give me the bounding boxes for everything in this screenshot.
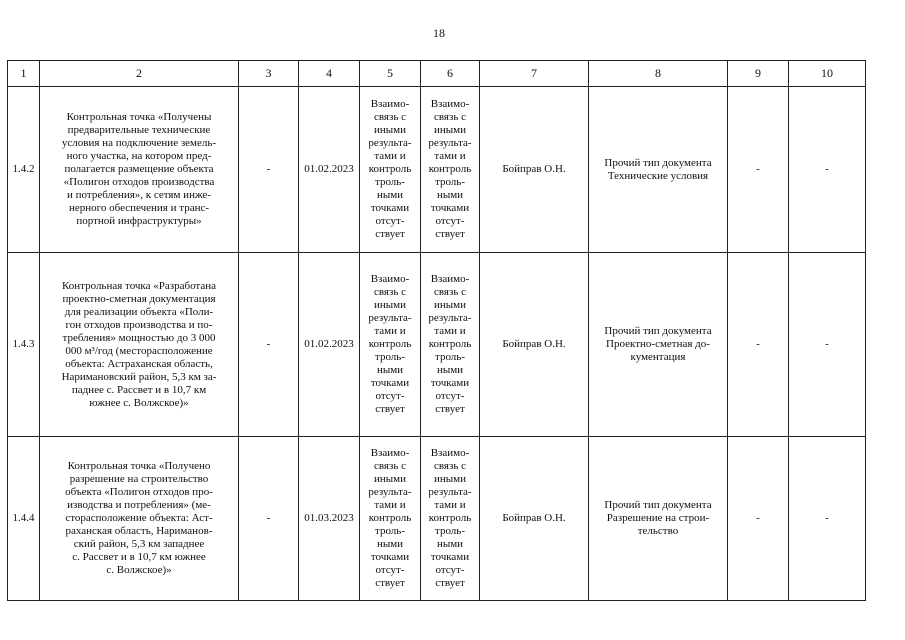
text-line: отсут-	[375, 215, 405, 227]
col3-value: -	[239, 87, 299, 253]
text-line: с. Рассвет и в 10,7 км южнее	[72, 551, 206, 563]
col9-value: -	[728, 87, 789, 253]
relation-control-points-cell	[421, 253, 480, 437]
relation-results-cell	[360, 437, 421, 601]
text-line: результа-	[368, 137, 412, 149]
deadline-date: 01.02.2023	[299, 253, 360, 437]
text-line: раханская область, Нариманов-	[65, 525, 213, 537]
text-line: ными	[436, 364, 464, 376]
text-line: Взаимо-	[370, 98, 410, 110]
table-row	[8, 253, 866, 437]
col10-value: -	[789, 437, 866, 601]
row-number: 1.4.4	[8, 437, 40, 601]
text-line: отсут-	[375, 390, 405, 402]
text-line: отсут-	[435, 215, 465, 227]
text-line: тами и	[374, 150, 406, 162]
relation-control-points-cell	[421, 87, 480, 253]
column-header: 2	[40, 61, 239, 87]
row-number: 1.4.3	[8, 253, 40, 437]
text-line: тами и	[374, 499, 406, 511]
col10-value: -	[789, 87, 866, 253]
text-line: изводства и потребления» (ме-	[67, 499, 211, 511]
text-line: ными	[436, 189, 464, 201]
control-point-description	[40, 437, 239, 601]
text-line: Взаимо-	[370, 273, 410, 285]
text-line: точками	[430, 202, 470, 214]
table-header-row	[8, 61, 866, 87]
text-line: кументация	[630, 351, 686, 363]
text-line: нерного обеспечения и транс-	[68, 202, 210, 214]
text-line: сторасположение объекта: Аст-	[65, 512, 213, 524]
col3-value: -	[239, 253, 299, 437]
column-header: 10	[789, 61, 866, 87]
text-line: троль-	[435, 351, 465, 363]
text-line: Взаимо-	[370, 447, 410, 459]
column-header: 1	[8, 61, 40, 87]
relation-results-cell	[360, 87, 421, 253]
text-line: ствует	[375, 228, 405, 240]
col3-value: -	[239, 437, 299, 601]
text-line: троль-	[375, 176, 405, 188]
text-line: точками	[370, 202, 410, 214]
col10-value: -	[789, 253, 866, 437]
text-line: Технические условия	[607, 169, 709, 182]
text-line: ного участка, на котором пред-	[66, 150, 212, 162]
text-line: результа-	[368, 312, 412, 324]
text-line: ствует	[435, 403, 465, 415]
text-line: связь с	[374, 111, 406, 123]
text-line: с. Волжское)»	[106, 564, 172, 576]
text-line: южнее с. Волжское)»	[89, 396, 189, 409]
text-line: связь с	[434, 286, 466, 298]
text-line: Прочий тип документа	[604, 156, 712, 169]
text-line: иными	[433, 299, 466, 311]
text-line: связь с	[434, 460, 466, 472]
text-line: точками	[430, 551, 470, 563]
text-line: и потребления», к сетям инже-	[67, 189, 211, 201]
text-line: тами и	[434, 325, 466, 337]
table-row	[8, 87, 866, 253]
text-line: Взаимо-	[430, 273, 470, 285]
text-line: Проектно-сметная до-	[606, 338, 710, 350]
col9-value: -	[728, 437, 789, 601]
row-number: 1.4.2	[8, 87, 40, 253]
text-line: троль-	[435, 525, 465, 537]
responsible-person: Бойправ О.Н.	[480, 253, 589, 437]
text-line: отсут-	[435, 564, 465, 576]
text-line: троль-	[375, 525, 405, 537]
text-line: контроль	[428, 163, 472, 175]
column-header: 7	[480, 61, 589, 87]
text-line: троль-	[435, 176, 465, 188]
text-line: точками	[430, 377, 470, 389]
text-line: иными	[373, 473, 406, 485]
column-header: 4	[299, 61, 360, 87]
text-line: результа-	[428, 486, 472, 498]
document-type-cell	[589, 437, 728, 601]
text-line: Контрольная точка «Разработана	[61, 279, 217, 292]
text-line: троль-	[375, 351, 405, 363]
text-line: контроль	[428, 338, 472, 350]
text-line: Разрешение на строи-	[606, 512, 710, 524]
column-header: 3	[239, 61, 299, 87]
text-line: объекта: Астраханская область,	[65, 357, 213, 370]
text-line: предварительные технические	[67, 124, 211, 136]
text-line: для реализации объекта «Поли-	[64, 305, 214, 318]
text-line: точками	[370, 551, 410, 563]
text-line: связь с	[374, 460, 406, 472]
deadline-date: 01.02.2023	[299, 87, 360, 253]
text-line: разрешение на строительство	[69, 473, 209, 485]
text-line: Взаимо-	[430, 98, 470, 110]
text-line: связь с	[434, 111, 466, 123]
text-line: требления» мощностью до 3 000	[62, 331, 216, 344]
text-line: контроль	[428, 512, 472, 524]
text-line: иными	[373, 124, 406, 136]
table-row	[8, 437, 866, 601]
column-header: 9	[728, 61, 789, 87]
text-line: иными	[433, 473, 466, 485]
page-number: 18	[433, 26, 445, 40]
text-line: ными	[376, 538, 404, 550]
text-line: Контрольная точка «Получены	[66, 111, 212, 123]
text-line: ствует	[375, 403, 405, 415]
document-type-cell	[589, 253, 728, 437]
text-line: ствует	[435, 577, 465, 589]
text-line: ский район, 5,3 км западнее	[73, 538, 205, 550]
text-line: Наримановский район, 5,3 км за-	[61, 370, 217, 383]
text-line: иными	[373, 299, 406, 311]
text-line: тами и	[434, 150, 466, 162]
control-point-description	[40, 253, 239, 437]
text-line: тами и	[374, 325, 406, 337]
text-line: Взаимо-	[430, 447, 470, 459]
text-line: контроль	[368, 163, 412, 175]
text-line: проектно-сметная документация	[62, 292, 216, 305]
text-line: объекта «Полигон отходов про-	[65, 486, 213, 498]
text-line: ствует	[435, 228, 465, 240]
text-line: результа-	[368, 486, 412, 498]
text-line: отсут-	[435, 390, 465, 402]
text-line: «Полигон отходов производства	[63, 176, 215, 188]
text-line: связь с	[374, 286, 406, 298]
text-line: отсут-	[375, 564, 405, 576]
text-line: результа-	[428, 312, 472, 324]
relation-control-points-cell	[421, 437, 480, 601]
text-line: контроль	[368, 338, 412, 350]
column-header: 5	[360, 61, 421, 87]
responsible-person: Бойправ О.Н.	[480, 437, 589, 601]
text-line: ными	[436, 538, 464, 550]
control-points-table	[7, 60, 866, 601]
text-line: полагается размещение объекта	[64, 163, 214, 175]
text-line: тами и	[434, 499, 466, 511]
column-header: 6	[421, 61, 480, 87]
document-type-cell	[589, 87, 728, 253]
text-line: паднее с. Рассвет и в 10,7 км	[71, 383, 207, 396]
text-line: Контрольная точка «Получено	[67, 460, 211, 472]
text-line: ными	[376, 364, 404, 376]
text-line: точками	[370, 377, 410, 389]
text-line: иными	[433, 124, 466, 136]
text-line: Прочий тип документа	[604, 499, 712, 511]
text-line: ными	[376, 189, 404, 201]
control-point-description	[40, 87, 239, 253]
col9-value: -	[728, 253, 789, 437]
responsible-person: Бойправ О.Н.	[480, 87, 589, 253]
deadline-date: 01.03.2023	[299, 437, 360, 601]
text-line: Прочий тип документа	[604, 325, 712, 337]
text-line: гон отходов производства и по-	[65, 318, 213, 331]
text-line: ствует	[375, 577, 405, 589]
text-line: результа-	[428, 137, 472, 149]
text-line: условия на подключение земель-	[61, 137, 217, 149]
relation-results-cell	[360, 253, 421, 437]
text-line: контроль	[368, 512, 412, 524]
text-line: портной инфраструктуры»	[76, 215, 202, 227]
column-header: 8	[589, 61, 728, 87]
text-line: 000 м³/год (месторасположение	[65, 344, 213, 357]
text-line: тельство	[637, 525, 679, 537]
